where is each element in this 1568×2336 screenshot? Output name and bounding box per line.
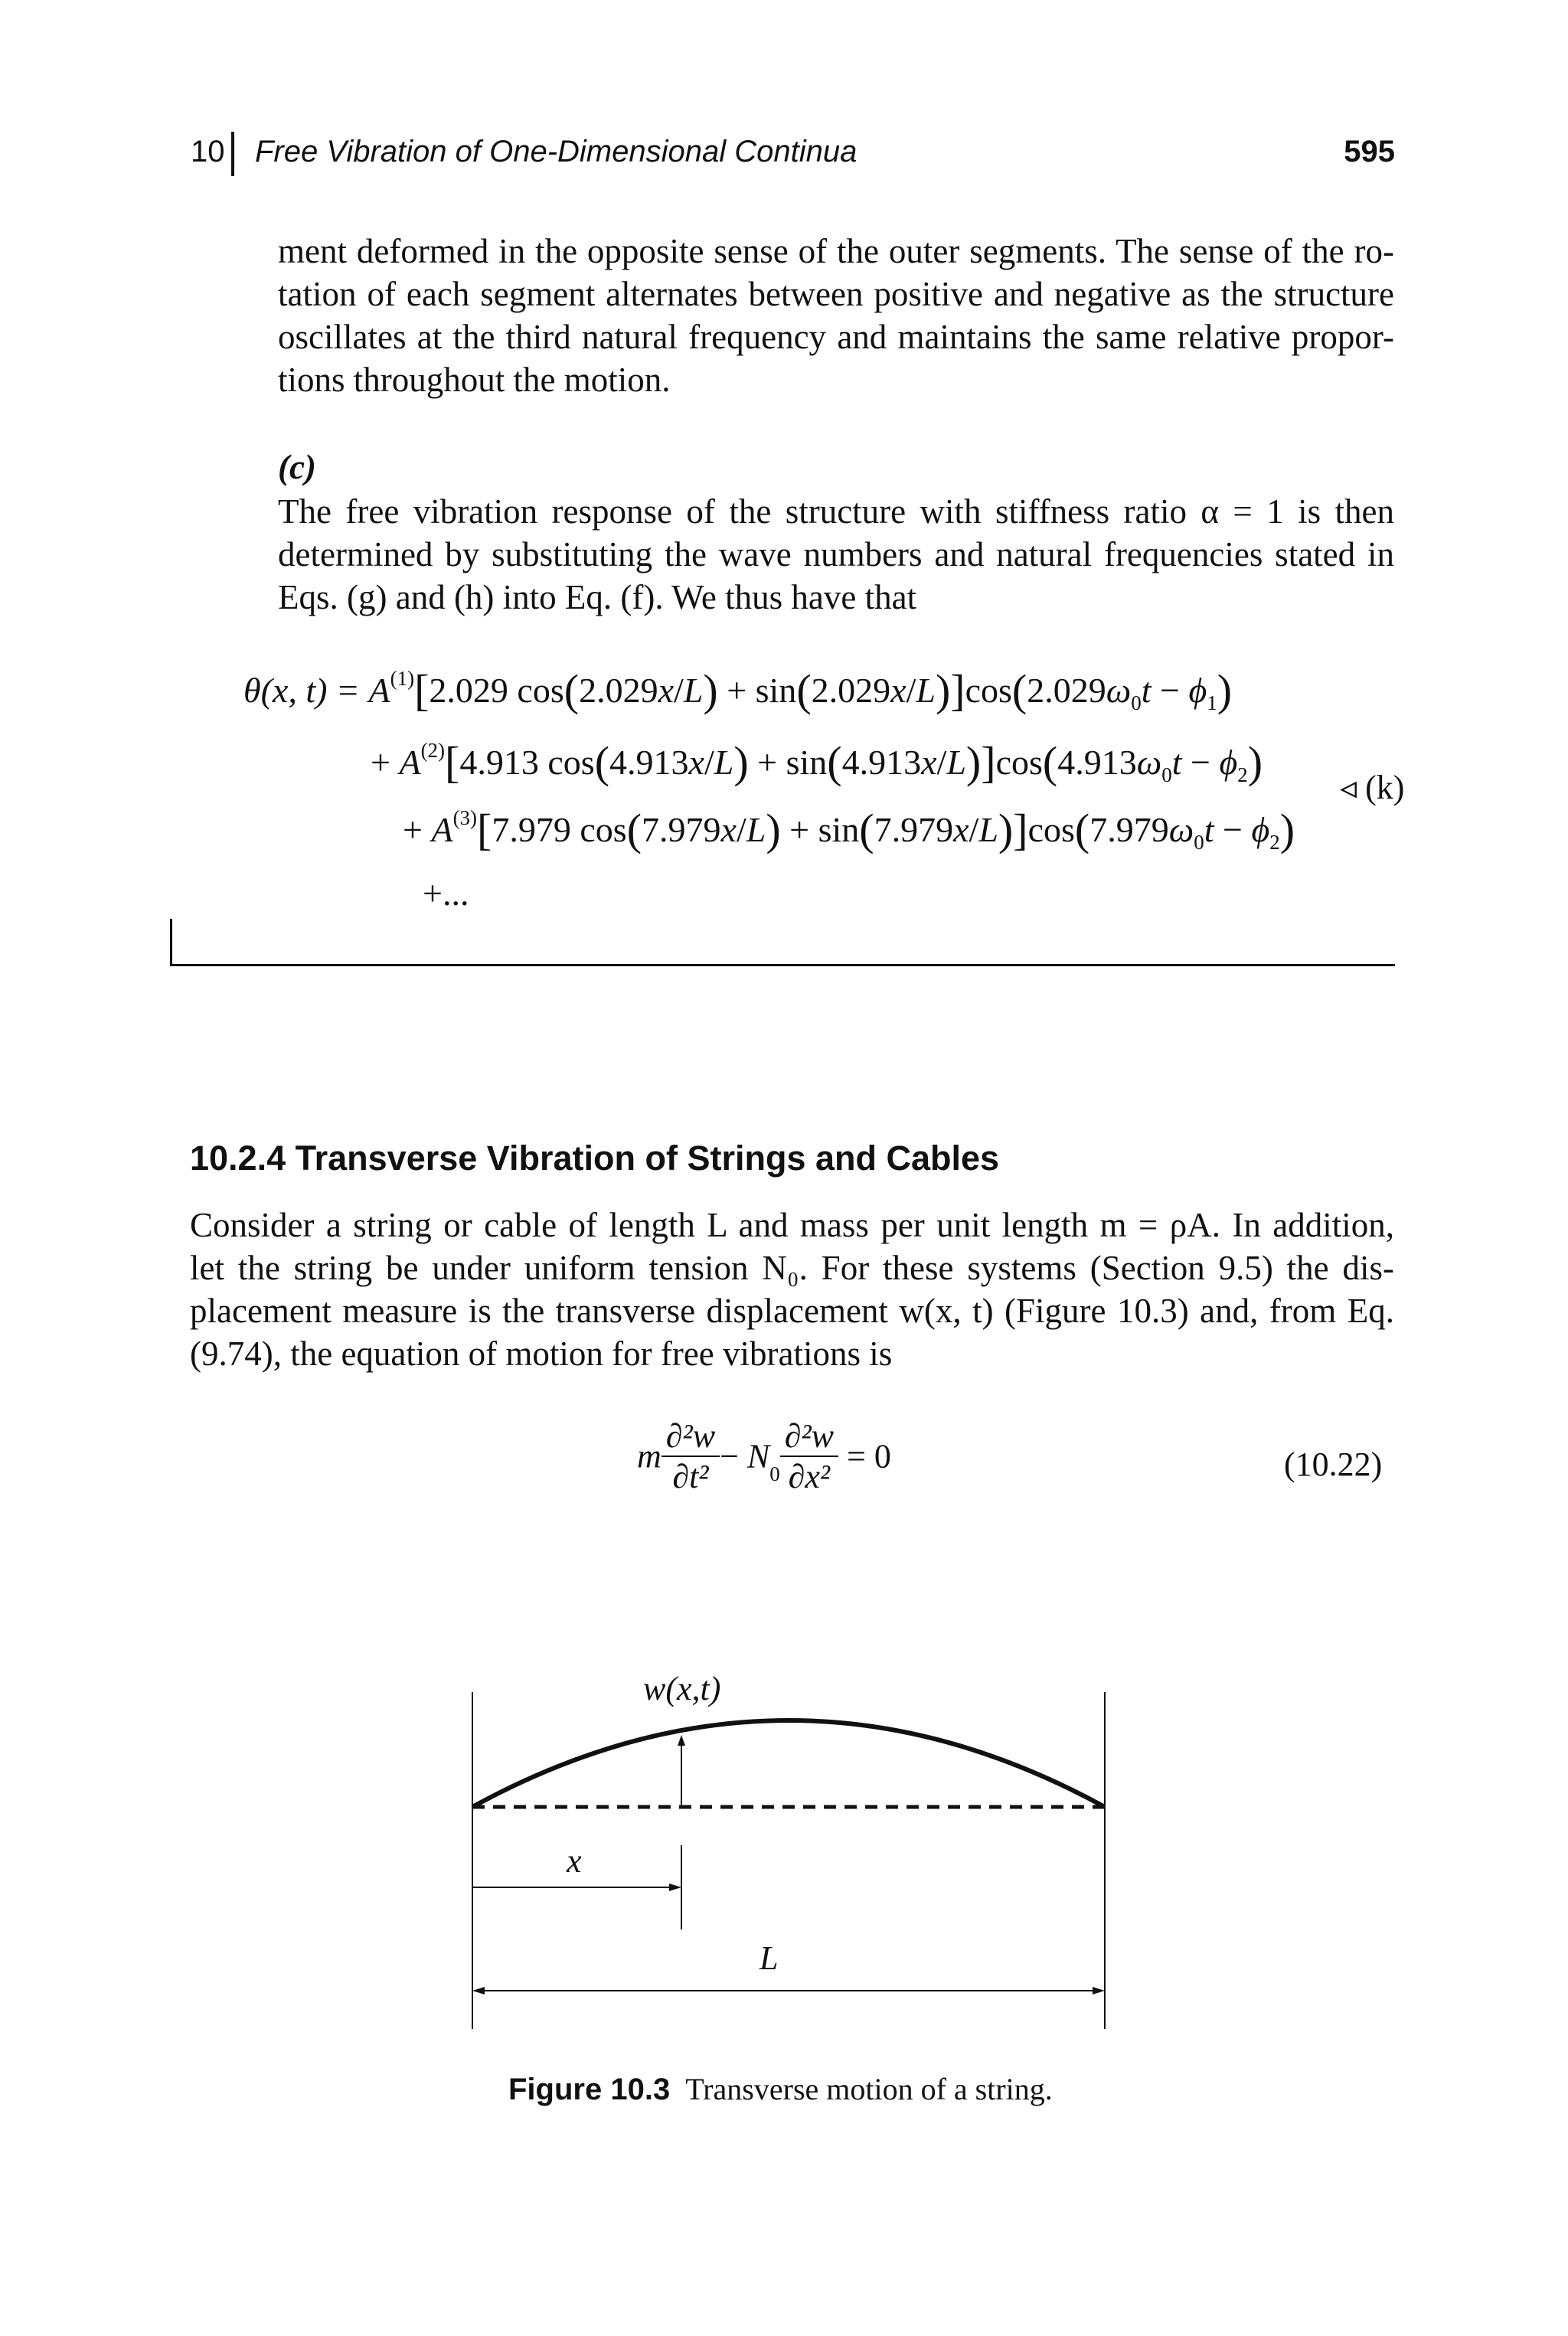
figure-label-x: x bbox=[567, 1842, 582, 1880]
equation-k-continuation: +... bbox=[423, 874, 469, 913]
equation-k-tag: ◃ (k) bbox=[1340, 769, 1405, 806]
intro-line: tation of each segment alternates between positive and negative as the structure bbox=[278, 275, 1394, 313]
figure-caption-text: Transverse motion of a string. bbox=[685, 2072, 1053, 2106]
part-c-line: Eqs. (g) and (h) into Eq. (f). We thus have that bbox=[278, 578, 917, 616]
chapter-number: 10 bbox=[191, 135, 225, 168]
l-dimension-left-arrowhead bbox=[472, 1987, 485, 1995]
equation-10-22: m $\frac{\text{∂²w}}{\text{∂t²}}$ − $N_0$ $\frac{\text{∂²w}}{\text{∂x²}}$ = 0 bbox=[637, 1417, 891, 1495]
equation-k-row-2: + $A^{(2)}[4.913$ $\cos(4.913x/L) + \sin(4.913x/L)]\cos(4.913\omega_0t - \phi_2)$ bbox=[371, 737, 1263, 787]
part-c-label: (c) bbox=[278, 448, 316, 486]
equation-lhs: θ(x, t) = bbox=[243, 671, 369, 710]
header-divider bbox=[231, 132, 234, 176]
intro-paragraph bbox=[278, 230, 1394, 401]
equation-k-row-3: + $A^{(3)}[7.979$ $\cos(7.979x/L) + \sin(7.979x/L)]\cos(7.979\omega_0t - \phi_2)$ bbox=[403, 805, 1295, 854]
equation-k-row-1: θ(x, $t) = A^{(1)}[2.029$ $\cos(2.029x/L) + \sin(2.029x/L)]\cos(2.029\omega_0t - \phi_1)$ bbox=[243, 665, 1233, 715]
part-c-line: determined by substituting the wave numbers and natural frequencies stated in bbox=[278, 535, 1394, 573]
section-line: let the string be under uniform tension N₀. For these systems (Section 9.5) the dis- bbox=[190, 1249, 1394, 1287]
figure-caption bbox=[508, 2071, 1053, 2107]
section-line: (9.74), the equation of motion for free vibrations is bbox=[190, 1335, 893, 1373]
page-number: 595 bbox=[1344, 135, 1395, 168]
section-line: placement measure is the transverse displacement w(x, t) (Figure 10.3) and, from Eq. bbox=[190, 1292, 1394, 1330]
figure-label-w: w(x,t) bbox=[643, 1670, 721, 1707]
part-c-line: The free vibration response of the structure with stiffness ratio α = 1 is then bbox=[278, 492, 1394, 531]
figure-label-l: L bbox=[760, 1939, 779, 1977]
example-end-horizontal-rule bbox=[170, 964, 1395, 966]
intro-line: ment deformed in the opposite sense of the outer segments. The sense of the ro- bbox=[278, 232, 1394, 270]
section-line: Consider a string or cable of length L and mass per unit length m = ρA. In addition, bbox=[190, 1206, 1394, 1244]
deflected-string-curve bbox=[472, 1720, 1105, 1807]
string-figure bbox=[459, 1669, 1133, 2067]
chapter-title: Free Vibration of One-Dimensional Continua bbox=[255, 135, 858, 168]
section-title: 10.2.4 Transverse Vibration of Strings and Cables bbox=[190, 1139, 1000, 1178]
l-dimension-right-arrowhead bbox=[1093, 1987, 1105, 1995]
part-c-paragraph bbox=[278, 490, 1394, 619]
displacement-arrowhead bbox=[678, 1735, 685, 1746]
fraction-time: $\frac{\text{∂²w}}{\text{∂t²}}$ bbox=[662, 1416, 720, 1496]
section-paragraph bbox=[190, 1204, 1394, 1375]
figure-caption-label: Figure 10.3 bbox=[508, 2073, 671, 2106]
example-end-vertical-rule bbox=[170, 919, 172, 966]
intro-line: tions throughout the motion. bbox=[278, 361, 671, 399]
equation-number: (10.22) bbox=[1284, 1446, 1383, 1483]
fraction-space: $\frac{\text{∂²w}}{\text{∂x²}}$ bbox=[780, 1416, 838, 1496]
x-dimension-arrowhead bbox=[669, 1884, 681, 1891]
intro-line: oscillates at the third natural frequency and maintains the same relative propor- bbox=[278, 318, 1394, 356]
